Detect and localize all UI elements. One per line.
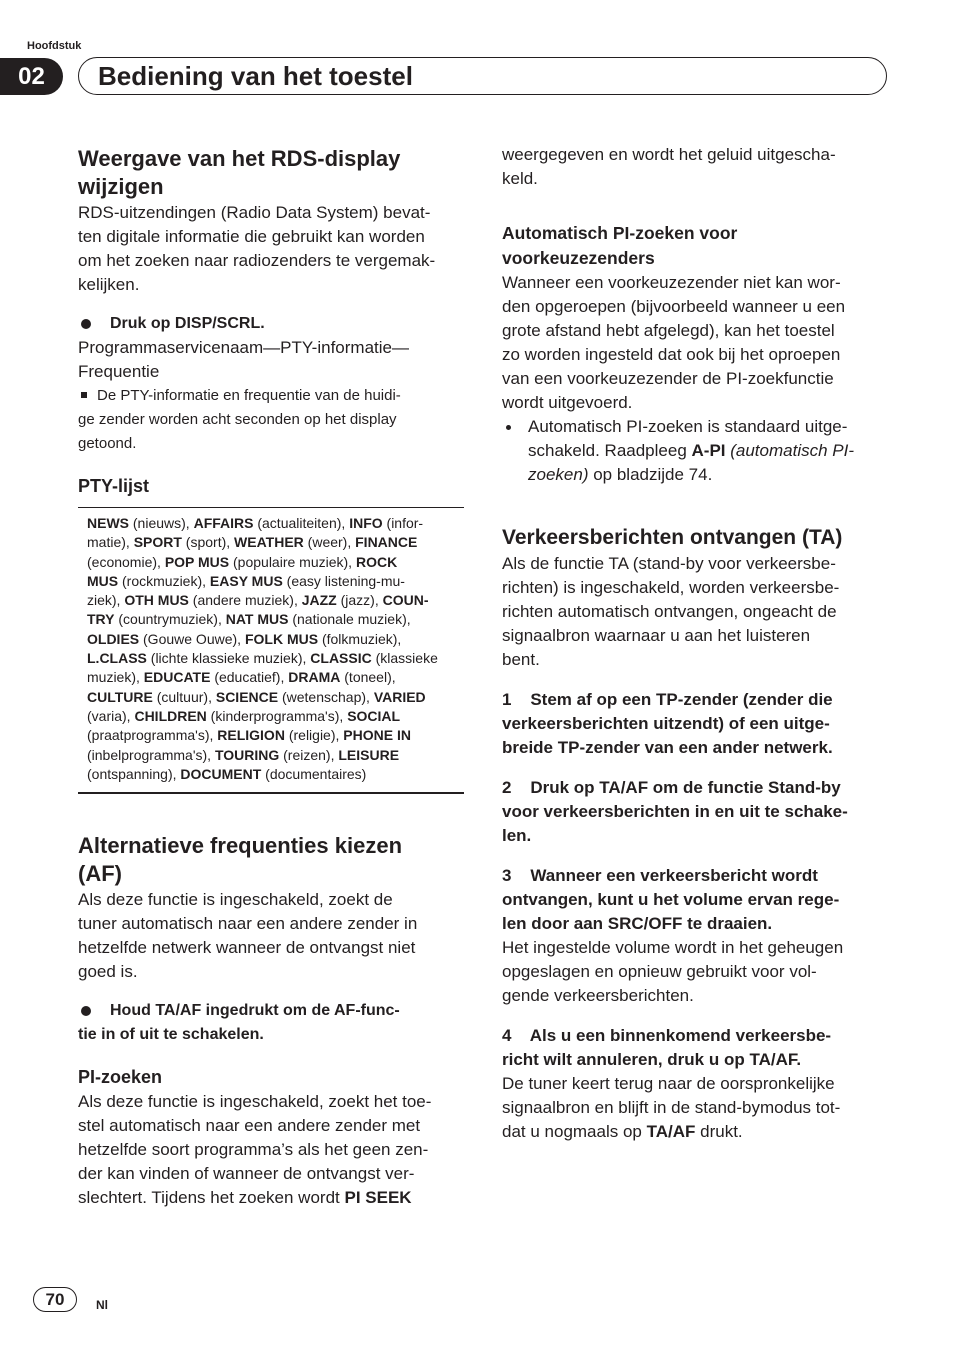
bullet-dot-icon bbox=[506, 425, 511, 430]
pi-seek-term: PI SEEK bbox=[344, 1188, 412, 1208]
pty-code: LEISURE bbox=[338, 746, 400, 763]
pty-code: NEWS bbox=[87, 515, 129, 531]
step-line: 2 Druk op TA/AF om de functie Stand-by bbox=[502, 778, 841, 797]
pty-list-line bbox=[87, 533, 464, 552]
pty-list-line bbox=[87, 746, 464, 765]
pty-list-line bbox=[87, 572, 464, 591]
pty-code: COUN- bbox=[382, 592, 429, 609]
pty-description: (nationale muziek), bbox=[288, 611, 411, 628]
pty-description: (cultuur), bbox=[152, 688, 216, 705]
pty-list-line bbox=[87, 707, 464, 726]
bullet-dot-icon bbox=[81, 319, 91, 329]
pty-description: (documentaires) bbox=[261, 765, 367, 782]
pty-list-line bbox=[87, 553, 464, 572]
auto-pi-heading bbox=[502, 221, 890, 271]
text-run: op bladzijde 74. bbox=[588, 465, 713, 484]
pty-description: ziek), bbox=[87, 592, 125, 609]
heading-line: voorkeuzezenders bbox=[502, 248, 655, 268]
instruction-text: tie in of uit te schakelen. bbox=[78, 1026, 264, 1044]
text-line: RDS-uitzendingen (Radio Data System) bevat- bbox=[78, 203, 431, 222]
text-run: slechtert. Tijdens het zoeken wordt bbox=[78, 1188, 345, 1208]
pty-code: SPORT bbox=[133, 534, 182, 551]
step-3 bbox=[502, 864, 890, 936]
text-line: Als de functie TA (stand-by voor verkeersbe- bbox=[502, 554, 836, 573]
pty-list-line bbox=[87, 765, 464, 784]
pty-description: (nieuws), bbox=[129, 515, 194, 531]
pty-description: (rockmuziek), bbox=[118, 572, 210, 589]
page-number: 70 bbox=[33, 1287, 77, 1312]
text-line: Als deze functie is ingeschakeld, zoekt de bbox=[78, 890, 393, 910]
auto-pi-bullet bbox=[502, 415, 890, 487]
chapter-title: Bediening van het toestel bbox=[98, 61, 413, 91]
pty-code: RELIGION bbox=[217, 727, 285, 744]
chapter-label: Hoofdstuk bbox=[27, 40, 82, 52]
rds-title-line: Weergave van het RDS-display bbox=[78, 146, 401, 171]
chapter-number-badge: 02 bbox=[0, 58, 63, 95]
pty-code: FOLK MUS bbox=[244, 630, 319, 647]
text-line: den opgeroepen (bijvoorbeeld wanneer u een bbox=[502, 297, 846, 316]
pty-description: (easy listening-mu- bbox=[282, 572, 405, 589]
pty-code: CULTURE bbox=[87, 688, 153, 705]
right-column bbox=[502, 143, 890, 1144]
af-title-line: Alternatieve frequenties kiezen bbox=[78, 833, 403, 859]
note-line: De PTY-informatie en frequentie van de huidi- bbox=[97, 387, 401, 404]
pty-code: WEATHER bbox=[234, 534, 304, 551]
text-run: (automatisch PI- bbox=[725, 441, 855, 460]
text-line: richten automatisch ontvangen, ongeacht de bbox=[502, 602, 837, 621]
text-line bbox=[78, 999, 466, 1023]
text-line: Automatisch PI-zoeken is standaard uitge- bbox=[528, 417, 848, 436]
text-run: zoeken) bbox=[528, 465, 589, 484]
pty-code: PHONE IN bbox=[343, 727, 411, 744]
pty-list-line bbox=[87, 688, 464, 707]
heading-line: Automatisch PI-zoeken voor bbox=[502, 223, 738, 243]
pty-description: (Gouwe Ouwe), bbox=[139, 630, 245, 647]
pty-description: (ontspanning), bbox=[87, 765, 181, 782]
pty-description: (lichte klassieke muziek), bbox=[146, 650, 311, 667]
instruction-hold-ta-af bbox=[78, 999, 466, 1047]
text-line: goed is. bbox=[78, 962, 138, 982]
pty-description: (andere muziek), bbox=[188, 592, 302, 609]
pty-description: (sport), bbox=[181, 534, 235, 551]
text-run: drukt. bbox=[695, 1122, 743, 1141]
pty-code: OTH MUS bbox=[124, 592, 189, 609]
pty-code: SOCIAL bbox=[347, 707, 401, 724]
pty-code: MUS bbox=[87, 572, 119, 589]
pty-code: OLDIES bbox=[87, 630, 140, 647]
step-line: len door aan SRC/OFF te draaien. bbox=[502, 914, 773, 933]
pi-search-heading: PI-zoeken bbox=[78, 1067, 163, 1088]
pty-list-line bbox=[87, 630, 464, 649]
af-paragraph bbox=[78, 888, 466, 984]
text-line: signaalbron en blijft in de stand-bymodus tot- bbox=[502, 1098, 841, 1117]
pty-description: (kinderprogramma's), bbox=[206, 707, 348, 724]
text-run: schakeld. Raadpleeg bbox=[528, 441, 692, 460]
text-line: hetzelfde netwerk wanneer de ontvangst niet bbox=[78, 938, 416, 958]
instruction-text: Houd TA/AF ingedrukt om de AF-func- bbox=[110, 1002, 400, 1020]
text-line: Het ingestelde volume wordt in het geheugen bbox=[502, 938, 844, 957]
pty-code: DOCUMENT bbox=[180, 765, 262, 782]
text-line: Programmaservicenaam—PTY-informatie— bbox=[78, 338, 409, 357]
pty-code: TOURING bbox=[214, 746, 280, 763]
pty-code: SCIENCE bbox=[215, 688, 279, 705]
pty-code: JAZZ bbox=[301, 592, 337, 609]
text-line: van een voorkeuzezender de PI-zoekfunctie bbox=[502, 369, 834, 388]
a-pi-term: A-PI bbox=[691, 441, 726, 460]
pty-description: muziek), bbox=[87, 669, 144, 686]
text-line: De tuner keert terug naar de oorspronkelijke bbox=[502, 1074, 835, 1093]
ta-paragraph bbox=[502, 552, 890, 672]
step-line: ontvangen, kunt u het volume ervan rege- bbox=[502, 890, 840, 909]
text-line: kelijken. bbox=[78, 275, 140, 294]
text-line: hetzelfde soort programma’s als het geen zen- bbox=[78, 1140, 429, 1160]
pty-description: (inbelprogramma's), bbox=[87, 746, 215, 763]
pty-list-line bbox=[87, 649, 464, 668]
text-line: der kan vinden of wanneer de ontvangst ver- bbox=[78, 1164, 415, 1184]
pty-description: (varia), bbox=[87, 707, 135, 724]
text-line: wordt uitgevoerd. bbox=[502, 393, 633, 412]
text-line: weergegeven en wordt het geluid uitgescha- bbox=[502, 145, 836, 164]
text-line: om het zoeken naar radiozenders te vergemak- bbox=[78, 251, 436, 270]
note-line: ge zender worden acht seconden op het display bbox=[78, 411, 397, 428]
pty-description: (countrymuziek), bbox=[114, 611, 226, 628]
pty-description: (wetenschap), bbox=[278, 688, 374, 705]
left-column bbox=[78, 145, 466, 1210]
step-4-paragraph bbox=[502, 1072, 890, 1144]
language-code: Nl bbox=[96, 1298, 108, 1312]
text-line bbox=[78, 384, 466, 408]
pi-paragraph bbox=[78, 1090, 466, 1210]
rds-paragraph bbox=[78, 201, 466, 297]
step-2 bbox=[502, 776, 890, 848]
text-line: opgeslagen en opnieuw gebruikt voor vol- bbox=[502, 962, 817, 981]
instruction-text: Druk op DISP/SCRL. bbox=[110, 315, 265, 332]
pty-description: (weer), bbox=[303, 534, 356, 551]
note-text bbox=[78, 384, 466, 456]
pty-list-line bbox=[87, 591, 464, 610]
rds-title-line: wijzigen bbox=[78, 174, 164, 199]
pty-description: (actualiteiten), bbox=[253, 515, 350, 531]
pty-code: EASY MUS bbox=[209, 572, 283, 589]
pty-list-box bbox=[78, 507, 464, 794]
af-section-title bbox=[78, 832, 466, 888]
pty-code: L.CLASS bbox=[87, 650, 147, 667]
pty-description: (infor- bbox=[382, 515, 424, 531]
pty-list-line bbox=[87, 514, 464, 533]
note-square-icon bbox=[81, 392, 87, 398]
pty-description: (toneel), bbox=[340, 669, 396, 686]
pty-description: matie), bbox=[87, 534, 134, 551]
pty-code: FINANCE bbox=[355, 534, 418, 551]
pty-code: DRAMA bbox=[288, 669, 341, 686]
pty-code: CLASSIC bbox=[310, 650, 372, 667]
pty-description: (jazz), bbox=[336, 592, 383, 609]
step-line: 4 Als u een binnenkomend verkeersbe- bbox=[502, 1026, 832, 1045]
pty-code: NAT MUS bbox=[225, 611, 289, 628]
step-line: voor verkeersberichten in en uit te schake- bbox=[502, 802, 848, 821]
text-line: richten) is ingeschakeld, worden verkeersbe- bbox=[502, 578, 840, 597]
pty-list-line bbox=[87, 726, 464, 745]
text-line: gende verkeersberichten. bbox=[502, 986, 694, 1005]
ta-af-term: TA/AF bbox=[646, 1122, 696, 1141]
rds-section-title bbox=[78, 145, 466, 201]
text-line: Frequentie bbox=[78, 362, 160, 381]
step-line: len. bbox=[502, 826, 532, 845]
pty-code: TRY bbox=[87, 611, 115, 628]
af-title-line: (AF) bbox=[78, 861, 122, 887]
step-4 bbox=[502, 1024, 890, 1072]
text-run: dat u nogmaals op bbox=[502, 1122, 647, 1141]
text-line: grote afstand hebt afgelegd), kan het toestel bbox=[502, 321, 835, 340]
text-line: keld. bbox=[502, 169, 538, 188]
text-line: zo worden ingesteld dat ook bij het oproepen bbox=[502, 345, 841, 364]
pty-description: (praatprogramma's), bbox=[87, 727, 218, 744]
step-3-paragraph bbox=[502, 936, 890, 1008]
text-line: Wanneer een voorkeuzezender niet kan wor- bbox=[502, 273, 841, 292]
pty-description: (klassieke bbox=[371, 650, 438, 667]
ta-section-title: Verkeersberichten ontvangen (TA) bbox=[502, 526, 843, 549]
pty-list-heading: PTY-lijst bbox=[78, 476, 150, 496]
pty-code: AFFAIRS bbox=[193, 515, 254, 531]
pty-description: (reizen), bbox=[279, 746, 339, 763]
pty-description: (educatief), bbox=[210, 669, 289, 686]
step-line: breide TP-zender van een ander netwerk. bbox=[502, 738, 833, 757]
text-line bbox=[78, 1186, 466, 1210]
text-line: signaalbron waarnaar u aan het luisteren bbox=[502, 626, 811, 645]
step-line: 3 Wanneer een verkeersbericht wordt bbox=[502, 866, 818, 885]
auto-pi-paragraph bbox=[502, 271, 890, 415]
pty-code: ROCK bbox=[355, 553, 398, 570]
pty-code: POP MUS bbox=[164, 553, 230, 570]
step-line: 1 Stem af op een TP-zender (zender die bbox=[502, 690, 833, 709]
pty-code: INFO bbox=[349, 515, 383, 531]
text-line: Als deze functie is ingeschakeld, zoekt het toe- bbox=[78, 1092, 432, 1112]
pty-code: VARIED bbox=[373, 688, 426, 705]
text-line: bent. bbox=[502, 650, 540, 669]
pty-description: (folkmuziek), bbox=[318, 630, 402, 647]
text-line bbox=[528, 439, 890, 463]
pty-code: EDUCATE bbox=[143, 669, 211, 686]
pty-description: (religie), bbox=[284, 727, 344, 744]
bullet-dot-icon bbox=[81, 1006, 91, 1016]
display-order-text bbox=[78, 336, 466, 384]
pty-list-line bbox=[87, 668, 464, 687]
step-line: richt wilt annuleren, druk u op TA/AF. bbox=[502, 1050, 802, 1069]
note-line: getoond. bbox=[78, 435, 137, 452]
text-line bbox=[528, 463, 890, 487]
text-line: tuner automatisch naar een andere zender in bbox=[78, 914, 418, 934]
pty-description: (economie), bbox=[87, 553, 165, 570]
text-line: ten digitale informatie die gebruikt kan worden bbox=[78, 227, 425, 246]
pty-description: (populaire muziek), bbox=[229, 553, 356, 570]
step-1 bbox=[502, 688, 890, 760]
text-line: stel automatisch naar een andere zender met bbox=[78, 1116, 421, 1136]
step-line: verkeersberichten uitzendt) of een uitge- bbox=[502, 714, 830, 733]
pty-code: CHILDREN bbox=[134, 707, 207, 724]
text-line bbox=[502, 1120, 890, 1144]
continued-paragraph bbox=[502, 143, 890, 191]
pty-list-line bbox=[87, 610, 464, 629]
instruction-press-disp bbox=[78, 312, 466, 336]
